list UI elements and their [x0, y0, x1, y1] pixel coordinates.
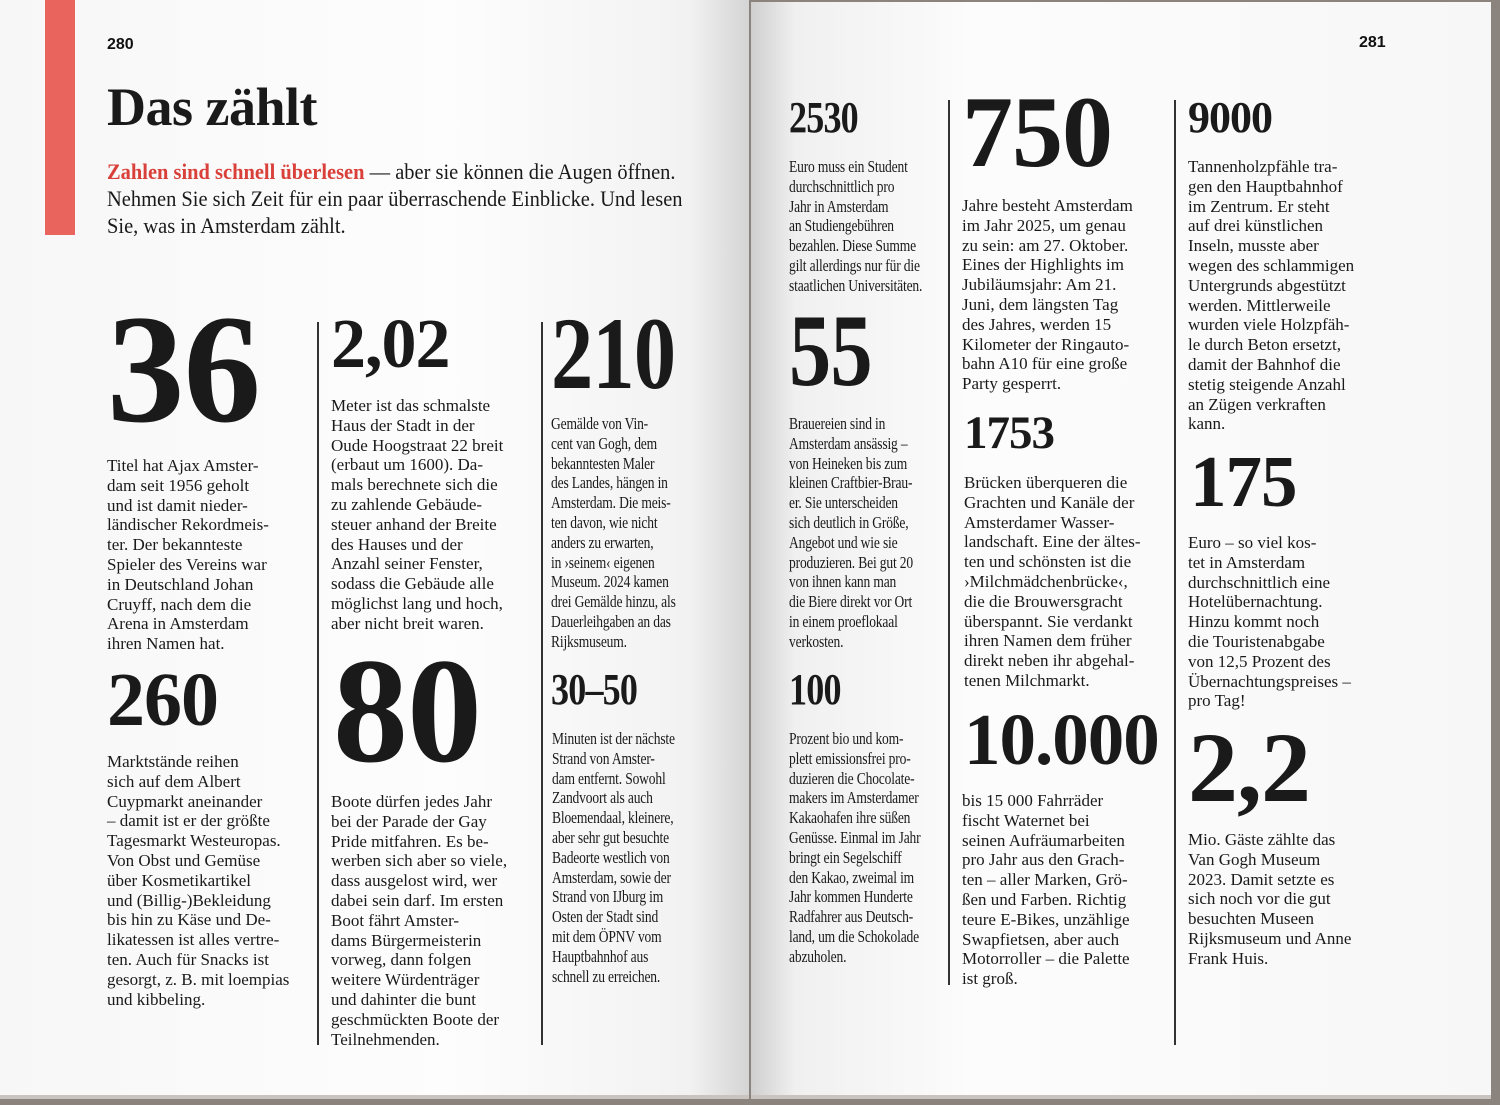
fact-text: Euro – so viel kos- tet in Amsterdam durchschnittlich eine Hotelübernachtung. Hinzu kommt noch die Touristenabgabe von 12,5 Prozent des Übernachtungspreises – pro Tag! [1188, 533, 1351, 711]
intro-rest: — aber sie können die Augen öffnen. Nehmen Sie sich Zeit für ein paar überraschende Einblicke. Und lesen Sie, was in Amsterdam zählt. [107, 159, 683, 238]
fact-text: Gemälde von Vin- cent van Gogh, dem bekanntesten Maler des Landes, hängen in Amsterdam. Die meis- ten davon, wie nicht anders zu erwarten, in ›seinem‹ eigenen Museum. 2024 kamen drei Gemälde hinzu, als Dauerleihgaben an das Rijksmuseum. [551, 414, 676, 651]
fact-number: 10.000 [964, 699, 1159, 780]
fact-number: 80 [333, 628, 481, 794]
fact-text: Titel hat Ajax Amster- dam seit 1956 geholt und ist damit nieder- ländischer Rekordmeis- ter. Der bekannteste Spieler des Vereins war in Deutschland Johan Cruyff, nach dem die Arena in Amsterdam ihren Namen hat. [107, 456, 269, 654]
accent-bar [45, 0, 75, 235]
column-divider [317, 322, 319, 1045]
fact-number: 175 [1190, 441, 1297, 522]
intro-text [107, 158, 684, 239]
fact-number: 36 [107, 283, 260, 455]
fact-text: bis 15 000 Fahrräder fischt Waternet bei seinen Aufräumarbeiten pro Jahr aus den Grach- ten – aller Marken, Grö- ßen und Farben. Richtig teure E-Bikes, unzählige Swapfietsen, aber auch Motorroller – die Palette ist groß. [962, 791, 1130, 989]
fact-text: Euro muss ein Student durchschnittlich pro Jahr in Amsterdam an Studiengebühren bezahlen. Diese Summe gilt allerdings nur für die staatlichen Universitäten. [789, 157, 923, 295]
fact-number: 30–50 [551, 665, 638, 714]
fact-text: Tannenholzpfähle tra- gen den Hauptbahnhof im Zentrum. Er steht auf drei künstlichen Inseln, musste aber wegen des schlammigen Untergrunds abgestützt werden. Mittlerweile wurden viele Holzpfäh- le durch Beton ersetzt, damit der Bahnhof die stetig steigende Anzahl an Zügen verkraften kann. [1188, 157, 1355, 434]
page-title: Das zählt [107, 77, 317, 137]
fact-number: 55 [789, 294, 872, 408]
fact-number: 1753 [964, 407, 1054, 459]
fact-number: 2,02 [331, 306, 450, 383]
fact-text: Meter ist das schmalste Haus der Stadt in der Oude Hoogstraat 22 breit (erbaut um 1600). Da- mals berechnete sich die zu zahlende Gebäude- steuer anhand der Breite des Hauses und der Anzahl seiner Fenster, sodass die Gebäude alle möglichst lang und hoch, aber nicht breit waren. [331, 396, 504, 633]
fact-text: Mio. Gäste zählte das Van Gogh Museum 2023. Damit setzte es sich noch vor die gut besuchten Museen Rijksmuseum und Anne Frank Huis. [1188, 830, 1352, 968]
fact-text: Prozent bio und kom- plett emissionsfrei pro- duzieren die Chocolate- makers im Amsterdamer Kakaohafen ihre süßen Genüsse. Einmal im Jahr bringt ein Segelschiff den Kakao, zweimal im Jahr kommen Hunderte Radfahrer aus Deutsch- land, um die Schokolade abzuholen. [789, 729, 921, 966]
fact-number: 260 [107, 658, 218, 742]
page-number-left: 280 [107, 36, 134, 53]
fact-text: Boote dürfen jedes Jahr bei der Parade der Gay Pride mitfahren. Es be- werben sich aber so viele, dass ausgelost wird, wer dabei sein darf. Im ersten Boot fährt Amster- dams Bürgermeisterin vorweg, dann folgen weitere Würdenträger und dahinter die bunt geschmückten Boote der Teilnehmenden. [331, 792, 508, 1049]
fact-text: Minuten ist der nächste Strand von Amster- dam entfernt. Sowohl Zandvoort als auch Bloemendaal, kleinere, aber sehr gut besuchte Badeorte westlich von Amsterdam, sowie der Strand von IJburg im Osten der Stadt sind mit dem ÖPNV vom Hauptbahnhof aus schnell zu erreichen. [552, 729, 675, 986]
column-divider [1174, 100, 1176, 1045]
fact-number: 9000 [1188, 93, 1272, 142]
column-divider [541, 322, 543, 1045]
fact-text: Jahre besteht Amsterdam im Jahr 2025, um genau zu sein: am 27. Oktober. Eines der Highlights im Jubiläumsjahr: Am 21. Juni, dem längsten Tag des Jahres, werden 15 Kilometer der Ringauto- bahn A10 für eine große Party gesperrt. [962, 196, 1133, 394]
fact-number: 100 [789, 665, 841, 714]
fact-number: 2,2 [1188, 712, 1310, 823]
fact-text: Brauereien sind in Amsterdam ansässig – von Heineken bis zum kleinen Craftbier-Brau- er. Sie unterscheiden sich deutlich in Größe, Angebot und wie sie produzieren. Bei gut 20 von ihnen kann man die Biere direkt vor Ort in einem proeflokaal verkosten. [789, 414, 913, 651]
fact-number: 750 [962, 76, 1112, 189]
fact-number: 2530 [789, 93, 858, 142]
fact-text: Brücken überqueren die Grachten und Kanäle der Amsterdamer Wasser- landschaft. Eine der ältes- ten und schönsten ist die ›Milchmädchenbrücke‹, die die Brouwersgracht überspannt. Sie verdankt ihren Namen dem früher direkt neben ihr abgehal- tenen Milchmarkt. [964, 473, 1141, 690]
column-divider [948, 100, 950, 985]
intro-highlight: Zahlen sind schnell überlesen [107, 159, 365, 184]
page-number-right: 281 [1359, 34, 1386, 51]
fact-number: 210 [551, 297, 676, 411]
fact-text: Marktstände reihen sich auf dem Albert Cuypmarkt aneinander – damit ist er der größte Tagesmarkt Westeuropas. Von Obst und Gemüse über Kosmetikartikel und (Billig-)Bekleidung bis hin zu Käse und De- likatessen ist alles vertre- ten. Auch für Snacks ist gesorgt, z. B. mit loempias und kibbeling. [107, 752, 290, 1009]
